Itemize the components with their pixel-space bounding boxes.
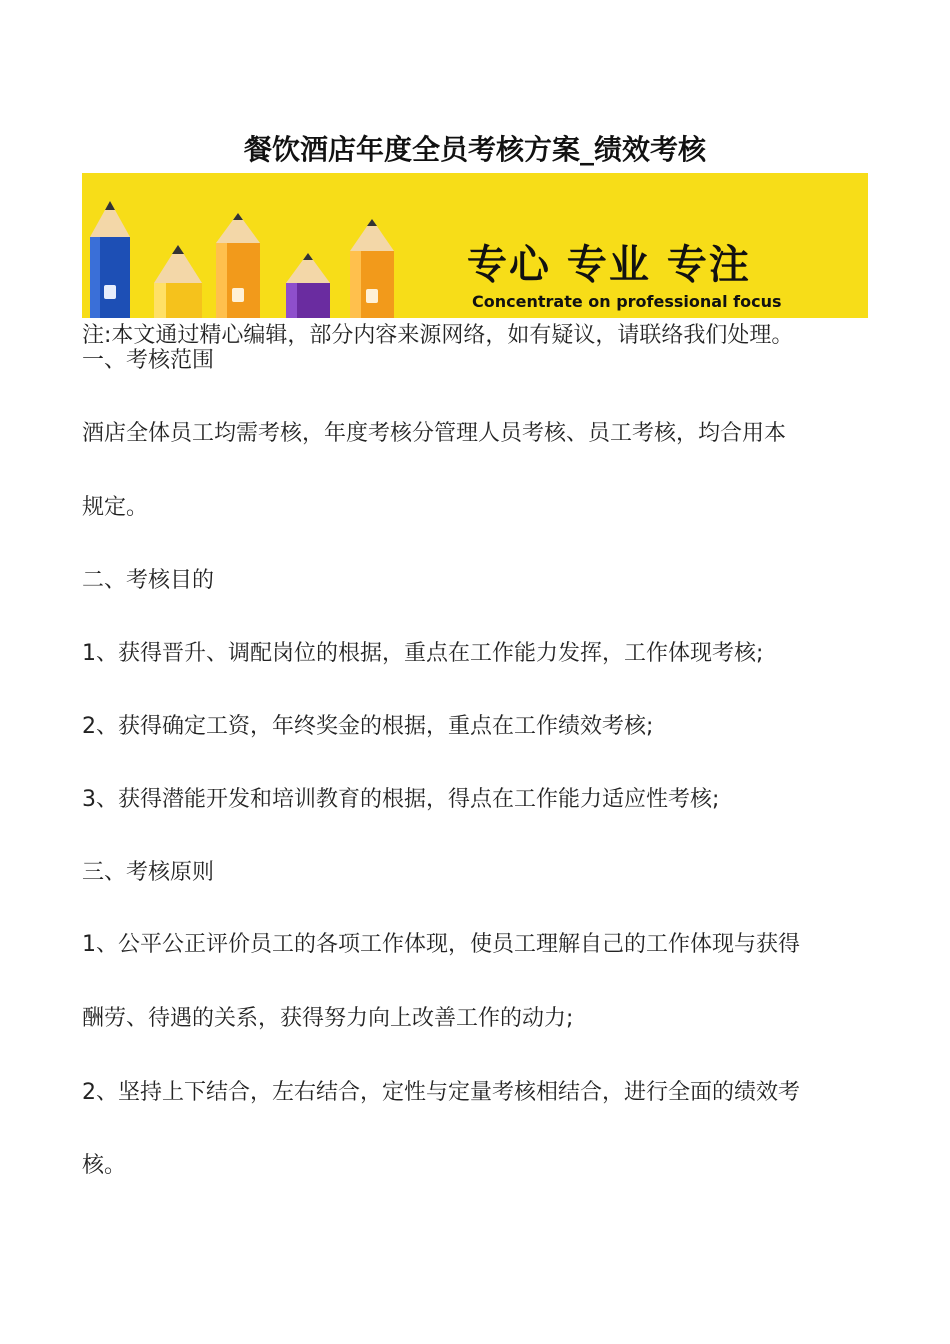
paragraph-line: 2、坚持上下结合，左右结合，定性与定量考核相结合，进行全面的绩效考 bbox=[82, 1080, 800, 1105]
paragraph-line: 2、获得确定工资，年终奖金的根据，重点在工作绩效考核; bbox=[82, 714, 654, 739]
banner-image bbox=[82, 173, 868, 318]
purple-pencil-icon bbox=[286, 253, 330, 318]
paragraph-line: 3、获得潜能开发和培训教育的根据，得点在工作能力适应性考核; bbox=[82, 787, 720, 812]
section-heading-purpose: 二、考核目的 bbox=[82, 568, 215, 593]
paragraph-line: 酬劳、待遇的关系，获得努力向上改善工作的动力; bbox=[82, 1006, 574, 1031]
paragraph-line: 1、公平公正评价员工的各项工作体现，使员工理解自己的工作体现与获得 bbox=[82, 932, 800, 957]
source-note: 注:本文通过精心编辑，部分内容来源网络，如有疑议，请联络我们处理。 bbox=[82, 323, 794, 348]
yellow-pencil-icon bbox=[154, 245, 202, 318]
paragraph-line: 酒店全体员工均需考核，年度考核分管理人员考核、员工考核，均合用本 bbox=[82, 421, 787, 446]
blue-pencil-icon bbox=[90, 201, 130, 318]
paragraph-line: 核。 bbox=[82, 1153, 127, 1178]
orange-pencil-icon bbox=[350, 219, 394, 318]
section-heading-principles: 三、考核原则 bbox=[82, 860, 215, 885]
banner-slogan-english: Concentrate on professional focus bbox=[472, 292, 782, 311]
banner-slogan: 专心 专业 专注 bbox=[467, 242, 751, 288]
section-heading-scope: 一、考核范围 bbox=[82, 348, 215, 373]
orange-pencil-icon bbox=[216, 213, 260, 318]
paragraph-line: 1、获得晋升、调配岗位的根据，重点在工作能力发挥，工作体现考核; bbox=[82, 641, 764, 666]
page-title: 餐饮酒店年度全员考核方案_绩效考核 bbox=[243, 133, 706, 166]
paragraph-line: 规定。 bbox=[82, 495, 149, 520]
